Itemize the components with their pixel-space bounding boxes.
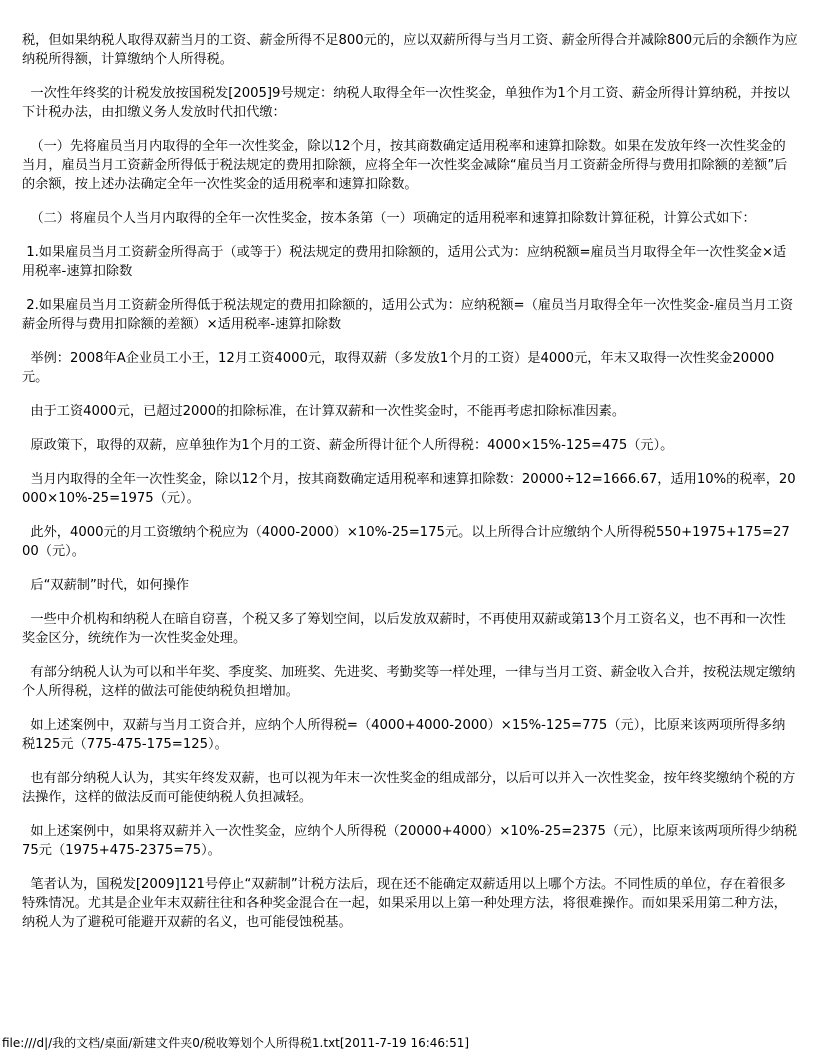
paragraph: 由于工资4000元，已超过2000的扣除标准，在计算双薪和一次性奖金时，不能再考虑扣除标准因素。 xyxy=(22,404,626,419)
paragraph: 税，但如果纳税人取得双薪当月的工资、薪金所得不足800元的，应以双薪所得与当月工资、薪金所得合并减除800元后的余额作为应纳税所得额，计算缴纳个人所得税。 xyxy=(22,33,798,67)
paragraph: 有部分纳税人认为可以和半年奖、季度奖、加班奖、先进奖、考勤奖等一样处理，一律与当月工资、薪金收入合并，按税法规定缴纳个人所得税，这样的做法可能使纳税负担增加。 xyxy=(22,665,796,699)
paragraph: 1.如果雇员当月工资薪金所得高于（或等于）税法规定的费用扣除额的，适用公式为：应纳税额=雇员当月取得全年一次性奖金×适用税率-速算扣除数 xyxy=(22,245,787,279)
paragraph: （一）先将雇员当月内取得的全年一次性奖金，除以12个月，按其商数确定适用税率和速算扣除数。如果在发放年终一次性奖金的当月，雇员当月工资薪金所得低于税法规定的费用扣除额，应将全年一次性奖金减除“雇员当月工资薪金所得与费用扣除额的差额”后的余额，按上述办法确定全年一次性奖金的适用税率和速算扣除数。 xyxy=(22,139,788,192)
paragraph: 如上述案例中，双薪与当月工资合并，应纳个人所得税=（4000+4000-2000）×15%-125=775（元），比原来该两项所得多纳税125元（775-475-175=125）。 xyxy=(22,718,786,752)
paragraph: 一次性年终奖的计税发放按国税发[2005]9号规定：纳税人取得全年一次性奖金，单独作为1个月工资、薪金所得计算纳税，并按以下计税办法，由扣缴义务人发放时代扣代缴： xyxy=(22,86,790,120)
paragraph: 原政策下，取得的双薪，应单独作为1个月的工资、薪金所得计征个人所得税：4000×15%-125=475（元）。 xyxy=(22,438,674,453)
paragraph: 当月内取得的全年一次性奖金，除以12个月，按其商数确定适用税率和速算扣除数：20000÷12=1666.67，适用10%的税率，20000×10%-25=1975（元）。 xyxy=(22,472,796,506)
paragraph: 笔者认为，国税发[2009]121号停止“双薪制”计税方法后，现在还不能确定双薪适用以上哪个方法。不同性质的单位，存在着很多特殊情况。尤其是企业年末双薪往往和各种奖金混合在一起，如果采用以上第一种处理方法，将很难操作。而如果采用第二种方法，纳税人为了避税可能避开双薪的名义，也可能侵蚀税基。 xyxy=(22,877,787,930)
paragraph: 如上述案例中，如果将双薪并入一次性奖金，应纳个人所得税（20000+4000）×10%-25=2375（元），比原来该两项所得少纳税75元（1975+475-2375=75）。 xyxy=(22,824,798,858)
section-heading: 后“双薪制”时代，如何操作 xyxy=(22,578,190,593)
paragraph: 也有部分纳税人认为，其实年终发双薪，也可以视为年末一次性奖金的组成部分，以后可以并入一次性奖金，按年终奖缴纳个税的方法操作，这样的做法反而可能使纳税人负担减轻。 xyxy=(22,771,796,805)
document-body xyxy=(22,31,798,947)
paragraph: 此外，4000元的月工资缴纳个税应为（4000-2000）×10%-25=175元。以上所得合计应缴纳个人所得税550+1975+175=2700（元）。 xyxy=(22,525,790,559)
paragraph: （二）将雇员个人当月内取得的全年一次性奖金，按本条第（一）项确定的适用税率和速算扣除数计算征税，计算公式如下： xyxy=(22,211,756,226)
file-path-footer: file:///d|/我的文档/桌面/新建文件夹0/税收筹划个人所得税1.txt[2011-7-19 16:46:51] xyxy=(2,1036,470,1050)
paragraph: 一些中介机构和纳税人在暗自窃喜，个税又多了筹划空间，以后发放双薪时，不再使用双薪或第13个月工资名义，也不再和一次性奖金区分，统统作为一次性奖金处理。 xyxy=(22,612,786,646)
paragraph: 2.如果雇员当月工资薪金所得低于税法规定的费用扣除额的，适用公式为：应纳税额=（雇员当月取得全年一次性奖金-雇员当月工资薪金所得与费用扣除额的差额）×适用税率-速算扣除数 xyxy=(22,298,794,332)
paragraph: 举例：2008年A企业员工小王，12月工资4000元，取得双薪（多发放1个月的工资）是4000元，年末又取得一次性奖金20000元。 xyxy=(22,351,775,385)
